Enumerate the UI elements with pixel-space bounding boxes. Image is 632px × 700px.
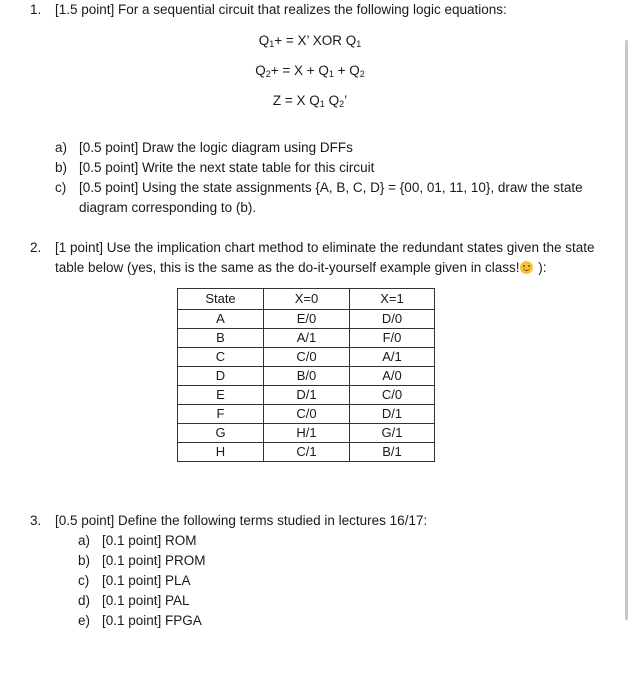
question-1-item-c: c) [0.5 point] Using the state assignments {A, B, C, D} = {00, 01, 11, 10}, draw the state diagram corresponding to (b).: [55, 180, 583, 215]
header-x1: X=1: [350, 289, 435, 310]
question-1-number: 1.: [30, 2, 42, 17]
state-table: [177, 288, 435, 462]
question-3-text: [0.5 point] Define the following terms studied in lectures 16/17:: [55, 513, 428, 528]
header-state: State: [178, 289, 264, 310]
question-1-item-b: b) [0.5 point] Write the next state table for this circuit: [55, 160, 375, 175]
question-3-subitems: [78, 531, 632, 631]
question-1-item-a: a) [0.5 point] Draw the logic diagram using DFFs: [55, 140, 353, 155]
state-table-header: [178, 289, 435, 310]
table-row: D B/0 A/0: [178, 367, 435, 386]
table-row: A E/0 D/0: [178, 310, 435, 329]
table-row: C C/0 A/1: [178, 348, 435, 367]
question-3-item-e: e) [0.1 point] FPGA: [78, 613, 202, 628]
vertical-scrollbar[interactable]: [625, 40, 628, 620]
question-1-text: [1.5 point] For a sequential circuit that realizes the following logic equations:: [55, 2, 507, 17]
question-3-item-a: a) [0.1 point] ROM: [78, 533, 197, 548]
question-1: [30, 0, 600, 20]
question-2-text: [1 point] Use the implication chart method to eliminate the redundant states given the state table below (yes, this is the same as the do-it-yourself example given in class! ):: [55, 240, 595, 275]
table-row: H C/1 B/1: [178, 443, 435, 462]
table-row: E D/1 C/0: [178, 386, 435, 405]
header-x0: X=0: [264, 289, 350, 310]
question-2-number: 2.: [30, 240, 42, 255]
table-row: G H/1 G/1: [178, 424, 435, 443]
equation-q2-next: $Q_2+ = X + Q_1 + Q_2$: [255, 63, 365, 79]
question-2: [30, 238, 600, 278]
question-3-item-b: b) [0.1 point] PROM: [78, 553, 206, 568]
question-3-item-c: c) [0.1 point] PLA: [78, 573, 191, 588]
question-3-number: 3.: [30, 513, 42, 528]
question-3-item-d: d) [0.1 point] PAL: [78, 593, 190, 608]
table-row: F C/0 D/1: [178, 405, 435, 424]
equation-q1-next: $Q_1+ = X$’ XOR $Q_1$: [258, 33, 362, 49]
table-row: B A/1 F/0: [178, 329, 435, 348]
question-1-subitems: [55, 138, 615, 218]
equation-z-output: Z = X $Q_1$ $Q_2$’: [272, 93, 348, 109]
smiley-face-icon: [520, 261, 533, 274]
question-3: [30, 511, 600, 531]
